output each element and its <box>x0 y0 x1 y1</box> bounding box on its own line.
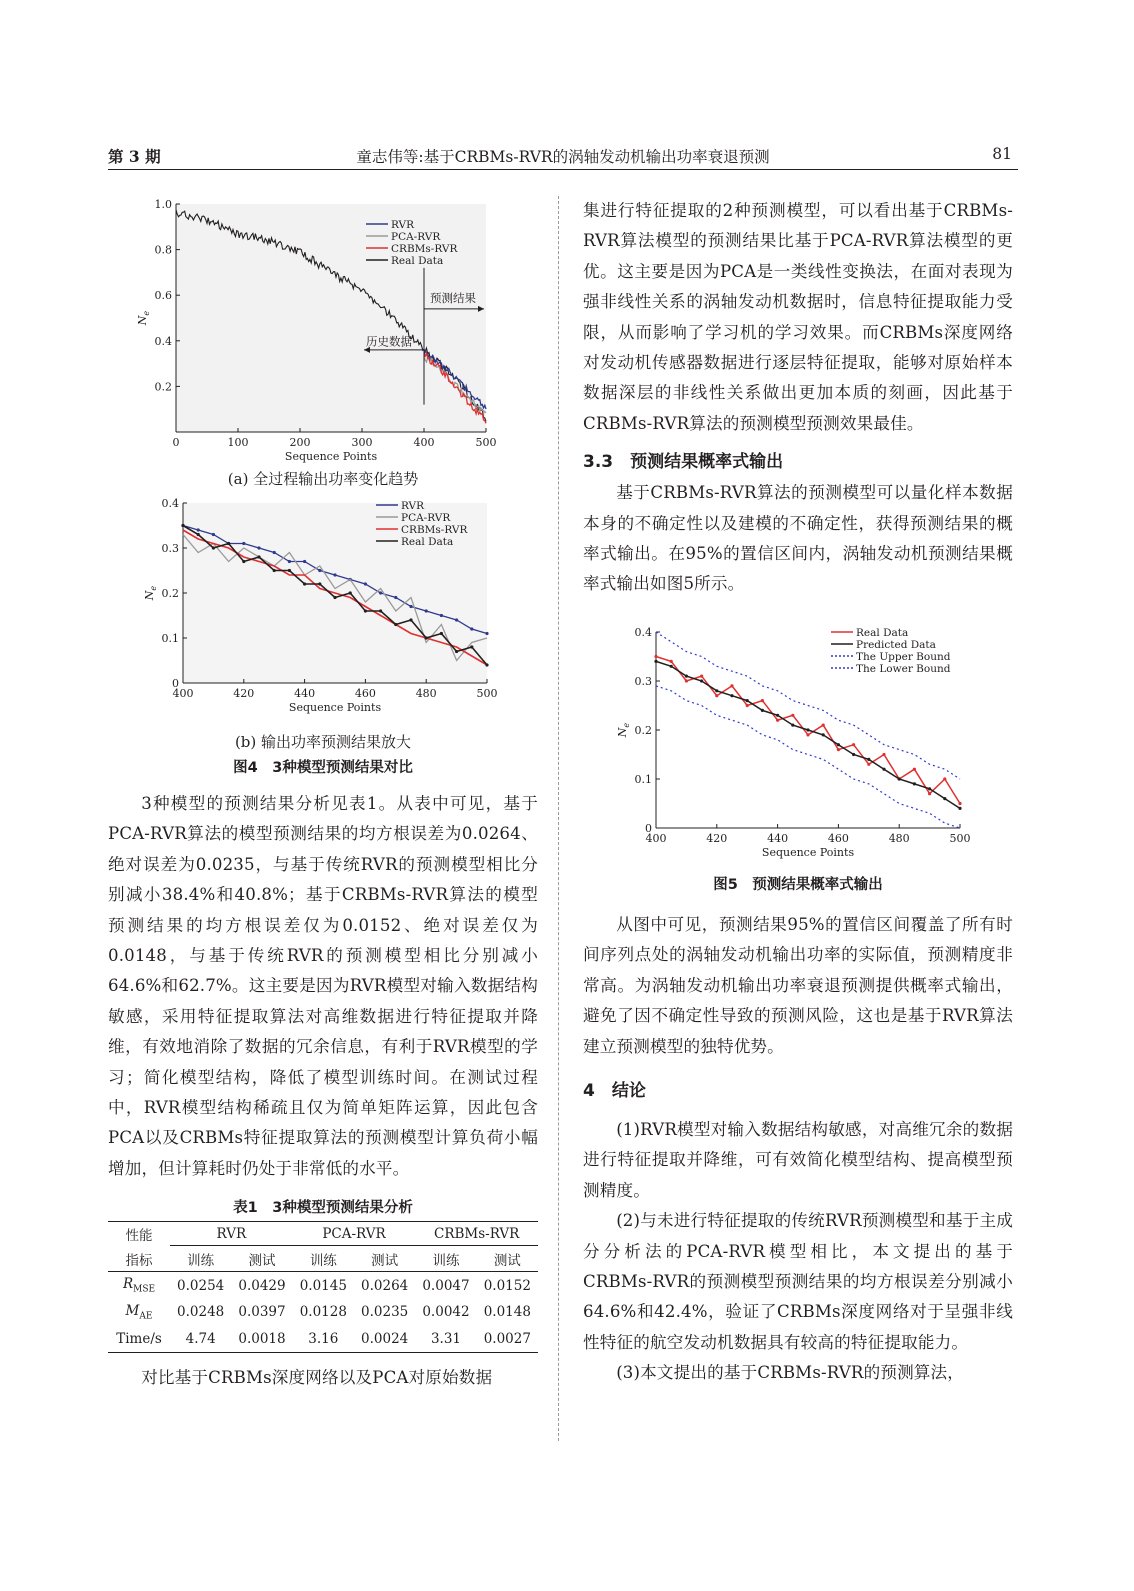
data-point-rvr <box>273 551 276 554</box>
y-axis-label: $N_e$ <box>143 585 158 601</box>
data-point-real-data <box>852 743 855 746</box>
data-point-predicted-data <box>837 743 840 746</box>
data-point-predicted-data <box>867 758 870 761</box>
data-point-real-data <box>791 714 794 717</box>
paragraph-continued: 集进行特征提取的2种预测模型，可以看出基于CRBMs-RVR算法模型的预测结果比基于PCA-RVR算法模型的更优。这主要是因为PCA是一类线性变换法，在面对表现为强非线性关系的涡轴发动机数据时，信息特征提取能力受限，从而影响了学习机的学习效果。而CRBMs深度网络对发动机传感器数据进行逐层特征提取，能够对原始样本数据深层的非线性关系做出更加本质的刻画，因此基于CRBMs-RVR算法的预测模型预测效果最佳。 <box>583 201 1013 433</box>
data-point-real-data <box>394 623 397 626</box>
figure-4a-chart <box>108 196 538 466</box>
data-point-predicted-data <box>715 689 718 692</box>
section-heading-4: 4 结论 <box>583 1080 646 1101</box>
table-header-cell: 测试 <box>248 1252 276 1269</box>
table-header-cell: 测试 <box>493 1252 521 1269</box>
x-tick-label: 500 <box>475 436 497 449</box>
data-point-predicted-data <box>943 797 946 800</box>
left-column <box>108 196 538 1394</box>
table-cell: 0.0254 <box>177 1277 225 1294</box>
y-tick-label: 0.4 <box>634 625 652 639</box>
data-point-predicted-data <box>958 807 961 810</box>
x-tick-label: 100 <box>227 436 249 449</box>
data-point-real-data <box>761 699 764 702</box>
y-axis-label: $N_e$ <box>136 310 151 326</box>
section-heading-3-3: 3.3 预测结果概率式输出 <box>583 452 784 473</box>
results-table <box>108 1221 538 1353</box>
legend-label: Real Data <box>401 536 454 548</box>
data-point-rvr <box>425 609 428 612</box>
data-point-real-data <box>288 569 291 572</box>
table-row <box>108 1272 538 1299</box>
data-point-predicted-data <box>730 694 733 697</box>
figure-5-caption: 图5 预测结果概率式输出 <box>713 876 883 893</box>
data-point-predicted-data <box>898 777 901 780</box>
data-point-rvr <box>364 582 367 585</box>
paragraph-confidence: 从图中可见，预测结果95%的置信区间覆盖了所有时间序列点处的涡轴发动机输出功率的实际值，预测精度非常高。为涡轴发动机输出功率衰退预测提供概率式输出，避免了因不确定性导致的预测风险，这也是基于RVR算法建立预测模型的独特优势。 <box>583 914 1013 1056</box>
x-axis-label: Sequence Points <box>284 450 378 463</box>
table-header-cell: 训练 <box>187 1252 215 1269</box>
y-tick-label: 0.1 <box>161 632 179 645</box>
data-point-real-data <box>730 684 733 687</box>
data-point-real-data <box>670 660 673 663</box>
paragraph-probabilistic: 基于CRBMs-RVR算法的预测模型可以量化样本数据本身的不确定性以及建模的不确定性，获得预测结果的概率式输出。在95%的置信区间内，涡轴发动机预测结果概率式输出如图5所示。 <box>583 483 1013 594</box>
data-point-rvr <box>242 542 245 545</box>
data-point-real-data <box>715 694 718 697</box>
data-point-rvr <box>440 614 443 617</box>
data-point-predicted-data <box>913 782 916 785</box>
data-point-predicted-data <box>654 660 657 663</box>
page-number: 81 <box>992 145 1012 163</box>
table-cell: 0.0024 <box>361 1331 409 1348</box>
legend-label: The Lower Bound <box>856 662 951 675</box>
data-point-rvr <box>455 618 458 621</box>
x-tick-label: 300 <box>351 436 373 449</box>
data-point-predicted-data <box>685 674 688 677</box>
data-point-real-data <box>409 618 412 621</box>
table-cell: 0.0397 <box>238 1304 286 1321</box>
table-row <box>108 1326 538 1353</box>
table-cell: 0.0429 <box>238 1277 286 1294</box>
table-header-cell: 测试 <box>371 1252 399 1269</box>
y-tick-label: 0.4 <box>161 497 179 510</box>
figure-4-caption: 图4 3种模型预测结果对比 <box>233 760 413 776</box>
y-tick-label: 0.1 <box>634 772 652 786</box>
x-tick-label: 420 <box>233 687 255 700</box>
data-point-real-data <box>455 650 458 653</box>
data-point-rvr <box>197 528 200 531</box>
data-point-predicted-data <box>882 767 885 770</box>
table-header-cell: PCA-RVR <box>293 1222 416 1246</box>
data-point-predicted-data <box>791 723 794 726</box>
y-tick-label: 0.4 <box>154 334 172 348</box>
x-tick-label: 440 <box>294 687 316 700</box>
row-label: $R_{MSE}$ <box>122 1276 156 1295</box>
data-point-real-data <box>318 582 321 585</box>
data-point-rvr <box>333 573 336 576</box>
y-tick-label: 0.2 <box>154 380 172 394</box>
table-1 <box>108 1196 538 1353</box>
x-tick-label: 480 <box>888 831 910 845</box>
column-divider <box>558 196 559 1441</box>
data-point-real-data <box>867 763 870 766</box>
data-point-predicted-data <box>806 728 809 731</box>
data-point-real-data <box>822 723 825 726</box>
legend-label: Real Data <box>856 626 909 639</box>
legend-label: CRBMs-RVR <box>401 524 468 536</box>
figure-4b-chart <box>108 495 538 727</box>
legend-label: PCA-RVR <box>391 231 441 243</box>
figure-5-chart <box>583 622 1013 867</box>
data-point-real-data <box>379 609 382 612</box>
x-tick-label: 480 <box>415 687 437 700</box>
x-tick-label: 400 <box>645 831 667 845</box>
legend-label: Real Data <box>391 255 444 267</box>
table-cell: 0.0248 <box>177 1304 225 1321</box>
data-point-real-data <box>913 767 916 770</box>
data-point-rvr <box>318 569 321 572</box>
data-point-rvr <box>257 546 260 549</box>
table-cell: 0.0145 <box>299 1277 347 1294</box>
data-point-real-data <box>654 655 657 658</box>
data-point-rvr <box>379 591 382 594</box>
running-head <box>108 145 1018 170</box>
data-point-real-data <box>700 674 703 677</box>
data-point-real-data <box>440 632 443 635</box>
data-point-rvr <box>212 533 215 536</box>
table-header-cell: 训练 <box>309 1252 337 1269</box>
x-tick-label: 500 <box>476 687 498 700</box>
table-cell: 0.0235 <box>361 1304 409 1321</box>
y-tick-label: 0 <box>645 821 652 835</box>
data-point-real-data <box>882 753 885 756</box>
y-tick-label: 1.0 <box>154 198 172 211</box>
data-point-real-data <box>227 542 230 545</box>
x-tick-label: 500 <box>949 831 971 845</box>
y-axis-label: $N_e$ <box>616 722 631 738</box>
table-cell: 4.74 <box>185 1331 216 1348</box>
legend-label: RVR <box>401 500 425 512</box>
x-tick-label: 400 <box>413 436 435 449</box>
y-tick-label: 0.3 <box>161 542 179 555</box>
x-tick-label: 400 <box>172 687 194 700</box>
table-header-cell: 指标 <box>125 1252 153 1269</box>
table-cell: 0.0264 <box>361 1277 409 1294</box>
table-cell: 0.0148 <box>483 1304 531 1321</box>
data-point-real-data <box>273 569 276 572</box>
data-point-real-data <box>746 704 749 707</box>
y-tick-label: 0.8 <box>154 243 172 257</box>
paragraph-comparison: 对比基于CRBMs深度网络以及PCA对原始数据 <box>141 1368 493 1388</box>
legend-label: PCA-RVR <box>401 512 451 524</box>
conclusion-2: (2)与未进行特征提取的传统RVR预测模型和基于主成分分析法的PCA-RVR模型相比，本文提出的基于CRBMs-RVR的预测模型预测结果的均方根误差分别减小64.6%和42.4%，验证了CRBMs深度网络对于呈强非线性特征的航空发动机数据具有较高的特征提取能力。 <box>583 1211 1013 1352</box>
y-tick-label: 0 <box>172 677 179 690</box>
row-label: Time/s <box>116 1331 162 1348</box>
table-cell: 3.31 <box>430 1331 461 1348</box>
data-point-real-data <box>470 645 473 648</box>
table-cell: 0.0042 <box>422 1304 470 1321</box>
data-point-real-data <box>837 748 840 751</box>
table-1-title: 表1 3种模型预测结果分析 <box>233 1200 413 1217</box>
data-point-real-data <box>485 663 488 666</box>
conclusion-3: (3)本文提出的基于CRBMs-RVR的预测算法， <box>616 1363 965 1383</box>
y-tick-label: 0.6 <box>154 289 172 303</box>
data-point-rvr <box>303 560 306 563</box>
table-cell: 0.0047 <box>422 1277 470 1294</box>
data-point-predicted-data <box>822 733 825 736</box>
table-header-cell: 性能 <box>125 1228 153 1245</box>
data-point-real-data <box>364 609 367 612</box>
y-tick-label: 0.3 <box>634 674 652 688</box>
data-point-real-data <box>212 546 215 549</box>
data-point-real-data <box>333 596 336 599</box>
data-point-predicted-data <box>761 709 764 712</box>
x-tick-label: 460 <box>354 687 376 700</box>
data-point-real-data <box>181 524 184 527</box>
legend-label: RVR <box>391 219 415 231</box>
data-point-real-data <box>349 591 352 594</box>
data-point-real-data <box>242 560 245 563</box>
x-tick-label: 0 <box>172 436 180 449</box>
legend-label: The Upper Bound <box>856 650 951 663</box>
table-cell: 0.0128 <box>299 1304 347 1321</box>
table-cell: 3.16 <box>308 1331 339 1348</box>
data-point-real-data <box>928 792 931 795</box>
data-point-predicted-data <box>928 787 931 790</box>
data-point-real-data <box>943 777 946 780</box>
data-point-real-data <box>806 733 809 736</box>
x-axis-label: Sequence Points <box>288 701 382 714</box>
legend-label: Predicted Data <box>856 638 936 651</box>
table-header-cell: 训练 <box>432 1252 460 1269</box>
x-axis-label: Sequence Points <box>761 845 855 859</box>
table-cell: 0.0027 <box>483 1331 531 1348</box>
figure-4b-caption: (b) 输出功率预测结果放大 <box>234 733 412 751</box>
x-tick-label: 440 <box>767 831 789 845</box>
figure-4a-caption: (a) 全过程输出功率变化趋势 <box>227 470 419 488</box>
x-tick-label: 460 <box>827 831 849 845</box>
table-header-cell: CRBMs-RVR <box>415 1222 538 1246</box>
table-header-row-2 <box>108 1246 538 1272</box>
paragraph-table-analysis: 3种模型的预测结果分析见表1。从表中可见，基于PCA-RVR算法的模型预测结果的均方根误差为0.0264、绝对误差为0.0235，与基于传统RVR的预测模型相比分别减小38.4%和40.8%；基于CRBMs-RVR算法的模型预测结果的均方根误差仅为0.0152、绝对误差仅为0.0148，与基于传统RVR的预测模型相比分别减小64.6%和62.7%。这主要是因为RVR模型对输入数据结构敏感，采用特征提取算法对高维数据进行特征提取并降维，有效地消除了数据的冗余信息，有利于RVR模型的学习；简化模型结构，降低了模型训练时间。在测试过程中，RVR模型结构稀疏且仅为简单矩阵运算，因此包含PCA以及CRBMs特征提取算法的预测模型计算负荷小幅增加，但计算耗时仍处于非常低的水平。 <box>108 794 538 1178</box>
table-cell: 0.0152 <box>483 1277 531 1294</box>
right-column <box>583 196 1013 1389</box>
data-point-real-data <box>425 636 428 639</box>
data-point-predicted-data <box>776 714 779 717</box>
table-header-row-1 <box>108 1222 538 1246</box>
data-point-real-data <box>958 802 961 805</box>
annotation-predict: 预测结果 <box>430 291 476 306</box>
data-point-real-data <box>776 718 779 721</box>
data-point-predicted-data <box>746 699 749 702</box>
data-point-predicted-data <box>670 665 673 668</box>
data-point-rvr <box>394 596 397 599</box>
data-point-real-data <box>685 679 688 682</box>
y-tick-label: 0.2 <box>634 723 652 737</box>
data-point-rvr <box>288 560 291 563</box>
table-cell: 0.0018 <box>238 1331 286 1348</box>
x-tick-label: 200 <box>289 436 311 449</box>
table-header-cell: RVR <box>170 1222 293 1246</box>
legend-label: CRBMs-RVR <box>391 243 458 255</box>
data-point-rvr <box>470 627 473 630</box>
table-row <box>108 1299 538 1326</box>
data-point-real-data <box>303 582 306 585</box>
running-title: 童志伟等:基于CRBMs-RVR的涡轴发动机输出功率衰退预测 <box>356 148 770 166</box>
data-point-rvr <box>485 632 488 635</box>
conclusion-1: (1)RVR模型对输入数据结构敏感，对高维冗余的数据进行特征提取并降维，可有效简化模型结构、提高模型预测精度。 <box>583 1119 1013 1200</box>
annotation-history: 历史数据 <box>366 334 412 349</box>
data-point-real-data <box>257 555 260 558</box>
data-point-rvr <box>409 605 412 608</box>
data-point-real-data <box>197 533 200 536</box>
x-tick-label: 420 <box>706 831 728 845</box>
row-label: $M_{AE}$ <box>125 1302 153 1322</box>
data-point-predicted-data <box>700 679 703 682</box>
y-tick-label: 0.2 <box>161 587 179 600</box>
data-point-predicted-data <box>852 753 855 756</box>
issue-number: 第 3 期 <box>108 147 161 166</box>
